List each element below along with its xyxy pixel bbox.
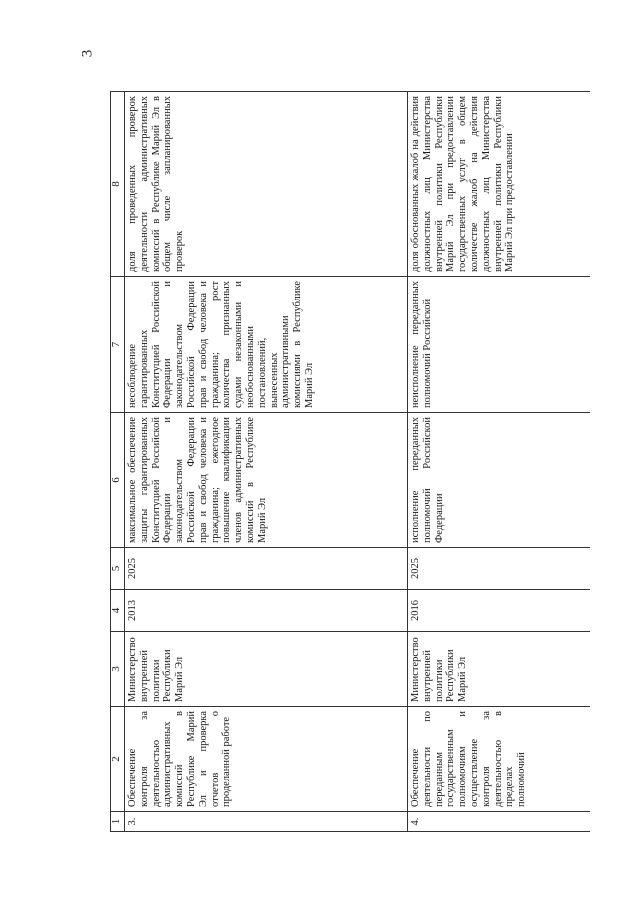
row-number: 4.	[408, 812, 591, 832]
col-header-3: 3	[111, 632, 125, 707]
consequence-cell: несоблюдение гарантированных Конституцией Российской Федерации и законодательством Российской Федерации прав и свобод человека и гражданина; рост количества признанных судами незаконными и необоснованными постановлений, вынесенных административными комиссиями в Республике Марий Эл	[125, 277, 408, 413]
col-header-5: 5	[111, 548, 125, 590]
indicator-cell: доля проведенных проверок деятельности административных комиссий в Республике Марий Эл в общем числе запланированных проверок	[125, 92, 408, 277]
executor-cell: Министерство внутренней политики Республики Марий Эл	[408, 632, 591, 707]
event-cell: Обеспечение контроля за деятельностью административных комиссий в Республике Марий Эл и проверка отчетов о проделанной работе	[125, 707, 408, 812]
consequence-cell: неисполнение переданных полномочий Российской	[408, 277, 591, 413]
col-header-2: 2	[111, 707, 125, 812]
col-header-1: 1	[111, 812, 125, 832]
col-header-8: 8	[111, 92, 125, 277]
table-row	[125, 92, 408, 832]
page-number: 3	[79, 49, 96, 58]
indicator-cell: доля обоснованных жалоб на действия должностных лиц Министерства внутренней политики Республики Марий Эл при предоставлении государственных услуг в общем количестве жалоб на действия должностных лиц Министерства внутренней политики Республики Марий Эл при предоставлении	[408, 92, 591, 277]
executor-cell: Министерство внутренней политики Республики Марий Эл	[125, 632, 408, 707]
program-measures-table	[110, 91, 590, 832]
expected-result-cell: исполнение переданных полномочий Российской Федерации	[408, 413, 591, 548]
rotated-table-sheet	[110, 92, 598, 832]
end-year-cell: 2025	[125, 548, 408, 590]
start-year-cell: 2013	[125, 590, 408, 632]
event-cell: Обеспечение деятельности по переданным государственным полномочиям и осуществление контроля за деятельностью в пределах полномочий	[408, 707, 591, 812]
start-year-cell: 2016	[408, 590, 591, 632]
col-header-4: 4	[111, 590, 125, 632]
header-row	[111, 92, 125, 832]
end-year-cell: 2025	[408, 548, 591, 590]
col-header-7: 7	[111, 277, 125, 413]
col-header-6: 6	[111, 413, 125, 548]
expected-result-cell: максимальное обеспечение защиты гарантированных Конституцией Российской Федерации и законодательством Российской Федерации прав и свобод человека и гражданина; ежегодное повышение квалификации членов административных комиссий в Республике Марий Эл	[125, 413, 408, 548]
row-number: 3.	[125, 812, 408, 832]
table-row	[408, 92, 591, 832]
